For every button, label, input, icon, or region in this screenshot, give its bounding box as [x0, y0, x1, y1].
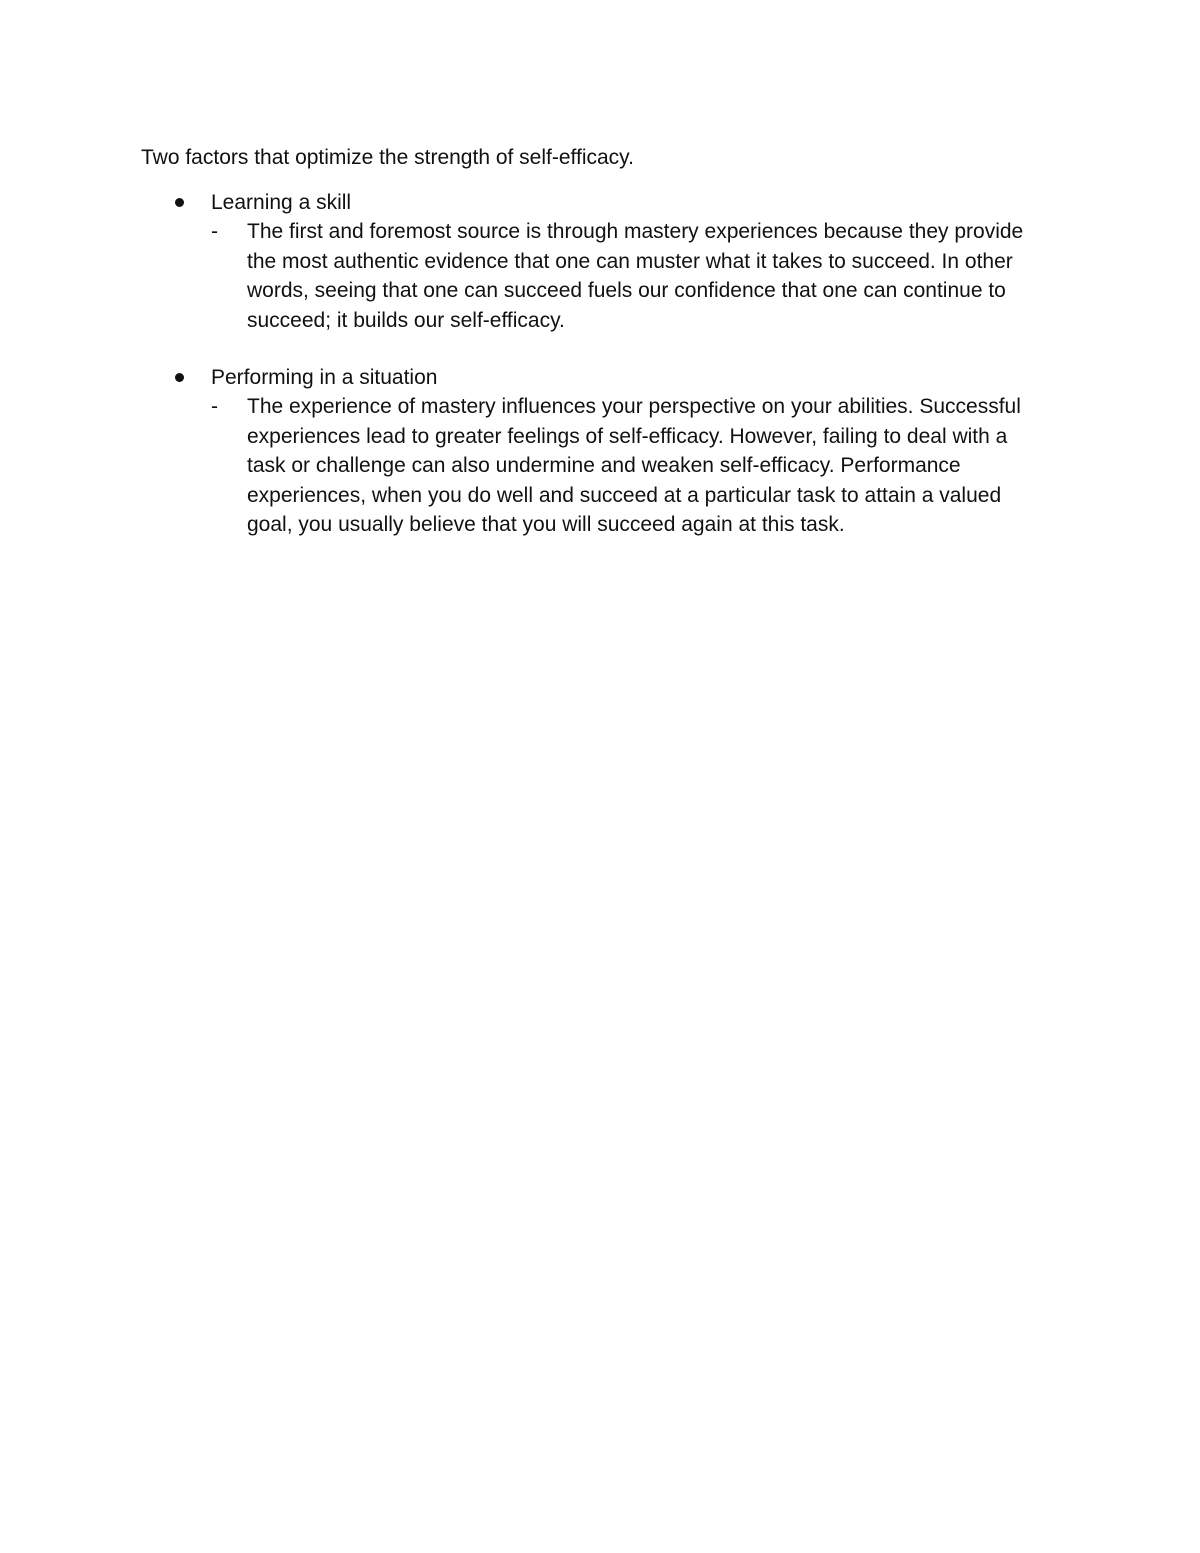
bullet-label: Learning a skill [211, 191, 352, 214]
sub-item-text: The experience of mastery influences your perspective on your abilities. Successful experiences lead to greater feelings of self-efficacy. However, failing to deal with a task or challenge can also undermine and weaken self-efficacy. Performance experiences, when you do well and succeed at a particular task to attain a valued goal, you usually believe that you will succeed again at this task. [247, 395, 1021, 536]
bullet-row [175, 363, 1075, 392]
sub-item [211, 392, 1075, 540]
bullet-icon [175, 188, 211, 217]
dash-marker: - [211, 220, 218, 243]
bullet-icon [175, 363, 211, 392]
document-heading: Two factors that optimize the strength of self-efficacy. [141, 146, 634, 169]
list-item-performing-situation [175, 363, 1075, 540]
dash-marker: - [211, 395, 218, 418]
list-item-learning-skill [175, 188, 1075, 335]
bullet-row [175, 188, 1075, 217]
sub-item [211, 217, 1075, 335]
bullet-label: Performing in a situation [211, 366, 438, 389]
sub-item-text: The first and foremost source is through mastery experiences because they provide the most authentic evidence that one can muster what it takes to succeed. In other words, seeing that one can succeed fuels our confidence that one can continue to succeed; it builds our self-efficacy. [247, 220, 1024, 332]
